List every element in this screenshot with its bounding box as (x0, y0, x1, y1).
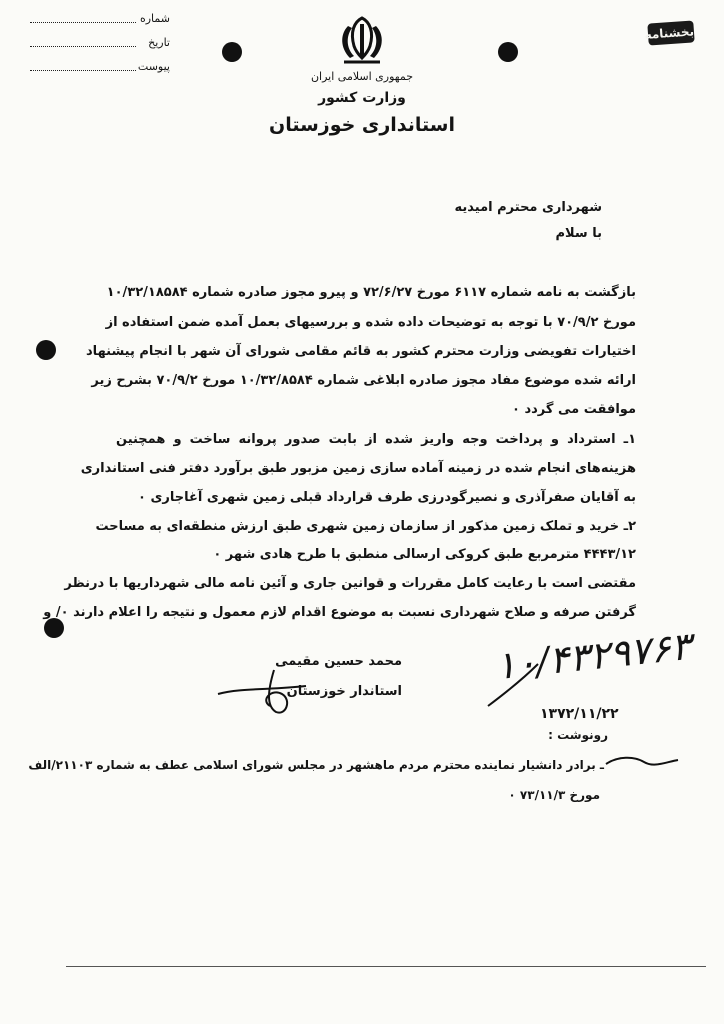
signatory-title: استاندار خوزستان (286, 684, 402, 699)
body-line: مورخ ۷۰/۹/۲ با توجه به توضیحات داده شده و بررسیهای بعمل آمده ضمن استفاده از (105, 315, 636, 330)
body-line: بازگشت به نامه شماره ۶۱۱۷ مورخ ۷۲/۶/۲۷ و پیرو مجوز صادره شماره ۱۰/۳۲/۱۸۵۸۴ (106, 285, 636, 300)
handwritten-number: ۱۰/۴۳۲۹۷۶۳ (493, 623, 694, 689)
signatory-name: محمد حسین مقیمی (275, 654, 402, 669)
punch-hole (36, 340, 56, 360)
office-name: استانداری خوزستان (268, 114, 455, 136)
initials-scribble (604, 750, 680, 776)
copy-line: ـ برادر دانشیار نماینده محترم مردم ماهشهر در مجلس شورای اسلامی عطف به شماره ۲۱۱۰۳/الف (28, 758, 604, 772)
date-label: تاریخ (148, 36, 170, 49)
body-line: ارائه شده موضوع مفاد مجوز صادره ابلاغی شماره ۱۰/۳۲/۸۵۸۴ مورخ ۷۰/۹/۲ بشرح زیر (91, 373, 636, 388)
number-field (30, 12, 170, 26)
ministry-name: وزارت کشور (318, 90, 406, 106)
circular-stamp: بخشنامه (647, 20, 694, 45)
greeting: با سلام (555, 226, 602, 241)
body-line: ۴۴۴۳/۱۲ مترمربع طبق کروکی ارسالی منطبق با طرح هادی شهر ۰ (213, 547, 636, 562)
copy-line: مورخ ۷۳/۱۱/۳ ۰ (508, 788, 600, 802)
signature-scribble (210, 660, 320, 720)
body-line: موافقت می گردد ۰ (512, 402, 636, 417)
country-name: جمهوری اسلامی ایران (310, 70, 414, 83)
body-line: به آقایان صفرآذری و نصیرگودرزی طرف قرارداد قبلی زمین شهری آغاجاری ۰ (138, 490, 636, 505)
body-line: اختیارات تفویضی وزارت محترم کشور به قائم مقامی شورای آن شهر با انجام پیشنهاد (86, 344, 636, 359)
number-label: شماره (139, 12, 170, 25)
handwritten-stroke (482, 660, 542, 710)
date-field (30, 36, 170, 50)
punch-hole (222, 42, 242, 62)
body-line: هزینه‌های انجام شده در زمینه آماده سازی زمین مزبور طبق برآورد دفتر فنی استانداری (80, 461, 636, 476)
attachment-field (30, 60, 170, 74)
handwritten-date: ۱۳۷۲/۱۱/۲۲ (540, 706, 619, 722)
body-line: گرفتن صرفه و صلاح شهرداری نسبت به موضوع اقدام لازم معمول و نتیجه را اعلام دارند ۰/ و (43, 605, 636, 620)
addressee: شهرداری محترم امیدیه (454, 200, 602, 215)
body-line: مقتضی است با رعایت کامل مقررات و قوانین جاری و آئین نامه مالی شهرداریها با درنظر (64, 576, 636, 591)
punch-hole (498, 42, 518, 62)
iran-emblem-icon (330, 12, 394, 68)
body-line: ۱ـ استرداد و پرداخت وجه واریز شده از بابت صدور پروانه ساخت و همچنین (116, 432, 636, 447)
body-line: ۲ـ خرید و تملک زمین مذکور از سازمان زمین شهری طبق ارزش منطقه‌ای به مساحت (95, 519, 636, 534)
copy-label: رونوشت : (548, 728, 608, 742)
attachment-label: پیوست (137, 60, 170, 73)
footer-divider (66, 966, 706, 967)
